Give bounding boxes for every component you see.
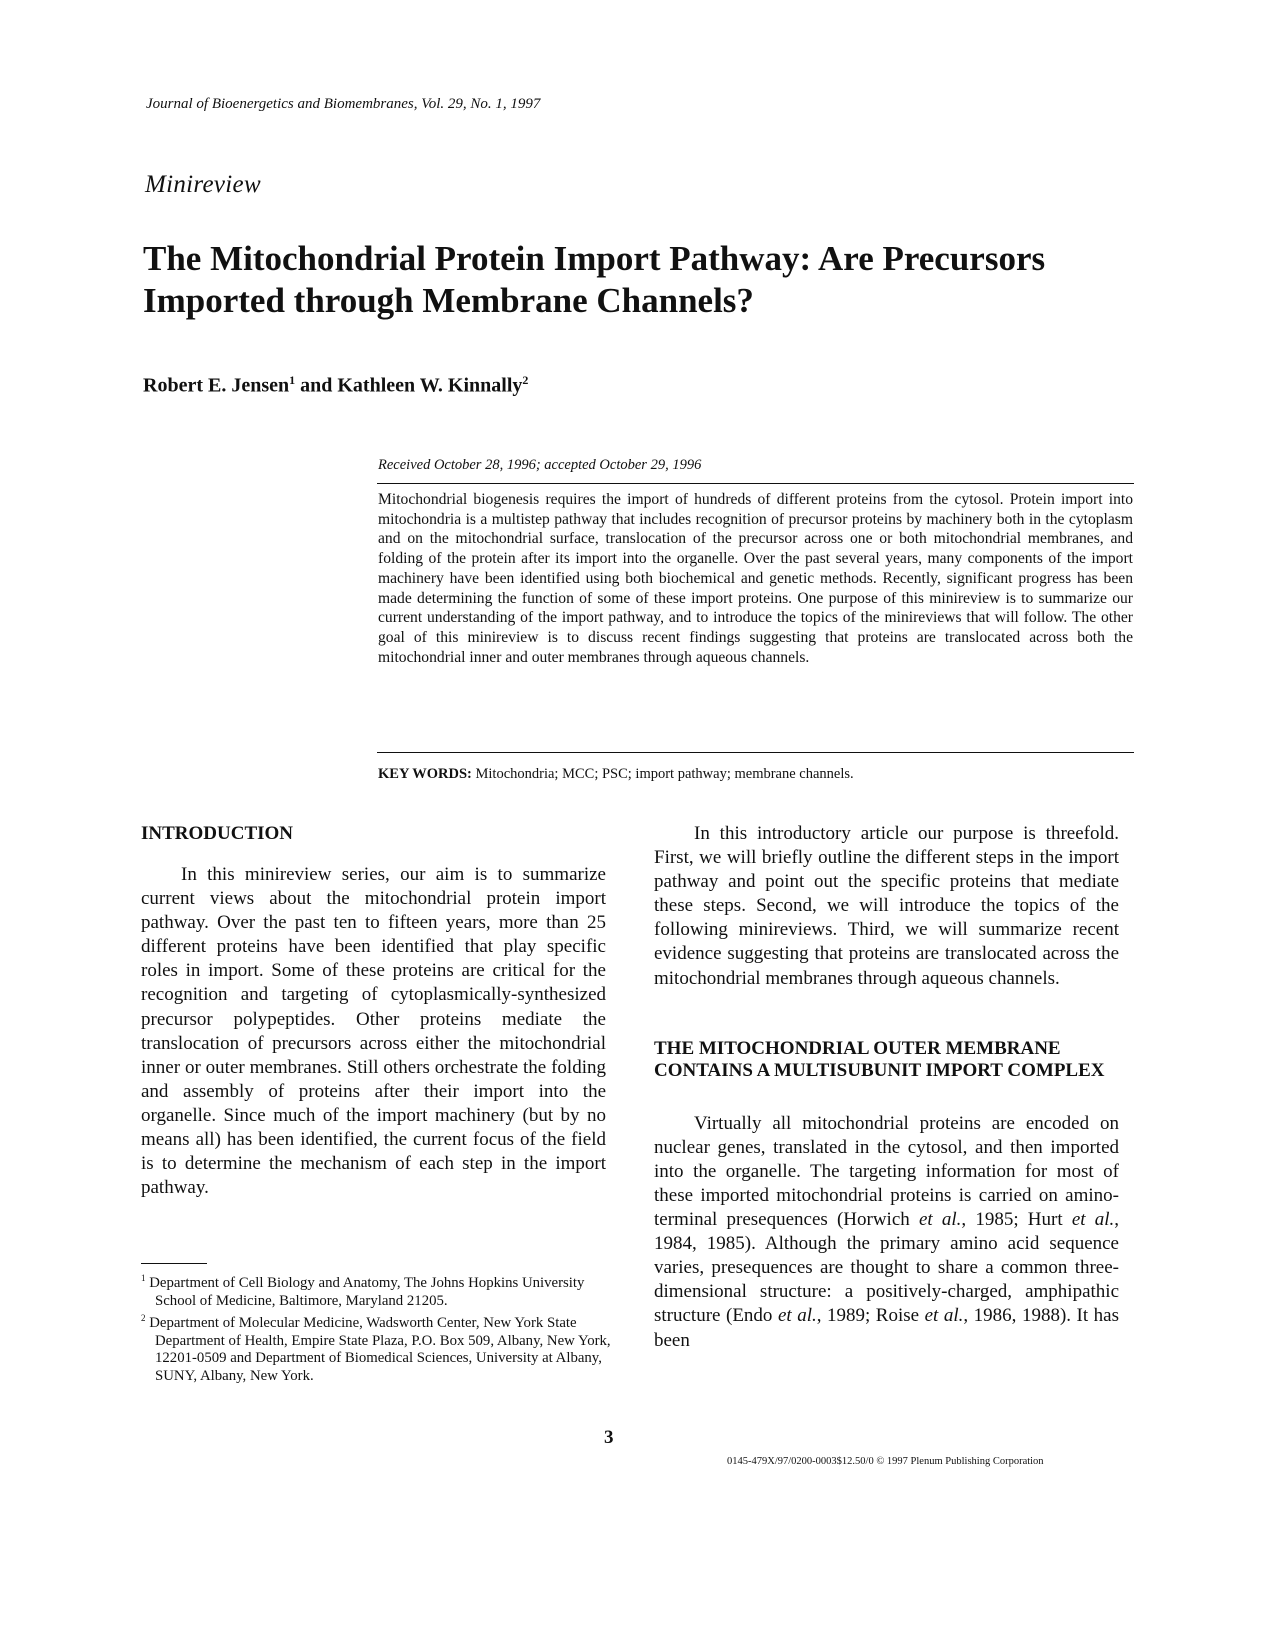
abstract-bottom-rule	[377, 752, 1134, 753]
journal-citation: Journal of Bioenergetics and Biomembranes, Vol. 29, No. 1, 1997	[146, 96, 541, 112]
author-1-affiliation-mark: 1	[289, 373, 296, 387]
outer-membrane-heading: THE MITOCHONDRIAL OUTER MEMBRANE CONTAINS A MULTISUBUNIT IMPORT COMPLEX	[654, 1037, 1105, 1081]
received-dates: Received October 28, 1996; accepted October 29, 1996	[378, 457, 702, 473]
author-conjunction: and	[295, 374, 338, 397]
article-title: The Mitochondrial Protein Import Pathway: Are Precursors Imported through Membrane Channels?	[143, 239, 1046, 320]
keywords-label: KEY WORDS:	[378, 766, 472, 782]
outer-membrane-paragraph-1: Virtually all mitochondrial proteins are encoded on nuclear genes, translated in the cytosol, and then imported into the organelle. The targeting information for most of these imported mitochondrial proteins is carried on amino-terminal presequences (Horwich et al., 1985; Hurt et al., 1984, 1985). Although the primary amino acid sequence varies, presequences are thought to share a common three-dimensional structure: a positively-charged, amphipathic structure (Endo et al., 1989; Roise et al., 1986, 1988). It has been	[654, 1112, 1120, 1351]
abstract: Mitochondrial biogenesis requires the import of hundreds of different proteins from the cytosol. Protein import into mitochondria is a multistep pathway that includes recognition of precursor proteins by machinery both in the cytoplasm and on the mitochondrial surface, translocation of the precursor across one or both mitochondrial membranes, and folding of the protein after its import into the organelle. Over the past several years, many components of the import machinery have been identified using both biochemical and genetic methods. Recently, significant progress has been made determining the function of some of these import proteins. One purpose of this minireview is to summarize our current understanding of the import pathway, and to introduce the topics of the minireviews that will follow. The other goal of this minireview is to discuss recent findings suggesting that proteins are translocated across both the mitochondrial inner and outer membranes through aqueous channels.	[378, 491, 1133, 666]
page-number: 3	[604, 1427, 614, 1448]
introduction-heading: INTRODUCTION	[141, 823, 294, 844]
footnotes	[141, 1270, 611, 1385]
intro-paragraph-1: In this minireview series, our aim is to summarize current views about the mitochondrial protein import pathway. Over the past ten to fifteen years, more than 25 different proteins have been identified that play specific roles in import. Some of these proteins are critical for the recognition and targeting of cytoplasmically-synthesized precursor polypeptides. Other proteins mediate the translocation of precursors across either the mitochondrial inner or outer membranes. Still others orchestrate the folding and assembly of proteins after their import into the organelle. Since much of the import machinery (but by no means all) has been identified, the current focus of the field is to determine the mechanism of each step in the import pathway.	[141, 864, 606, 1199]
author-2: Kathleen W. Kinnally	[337, 374, 523, 397]
footnote-rule	[141, 1263, 207, 1264]
keywords-list: Mitochondria; MCC; PSC; import pathway; membrane channels.	[471, 766, 854, 782]
abstract-top-rule	[377, 483, 1134, 484]
keywords	[378, 766, 854, 783]
section-label: Minireview	[145, 171, 261, 198]
footnote-1: $^1$ Department of Cell Biology and Anatomy, The Johns Hopkins University School of Medicine, Baltimore, Maryland 21205.	[141, 1273, 585, 1309]
right-column	[654, 822, 1119, 1353]
footnote-2: $^2$ Department of Molecular Medicine, Wadsworth Center, New York State Department of Health, Empire State Plaza, P.O. Box 509, Albany, New York, 12201-0509 and Department of Biomedical Sciences, University at Albany, SUNY, Albany, New York.	[141, 1313, 611, 1384]
author-2-affiliation-mark: 2	[522, 373, 529, 387]
copyright-line: 0145-479X/97/0200-0003$12.50/0 © 1997 Plenum Publishing Corporation	[727, 1456, 1044, 1467]
author-1: Robert E. Jensen	[143, 374, 290, 397]
intro-paragraph-2: In this introductory article our purpose is threefold. First, we will briefly outline the different steps in the import pathway and point out the specific proteins that mediate these steps. Second, we will introduce the topics of the following minireviews. Third, we will summarize recent evidence suggesting that proteins are translocated across the mitochondrial membranes through aqueous channels.	[654, 823, 1119, 989]
left-column	[141, 863, 606, 1200]
author-line	[143, 373, 528, 398]
